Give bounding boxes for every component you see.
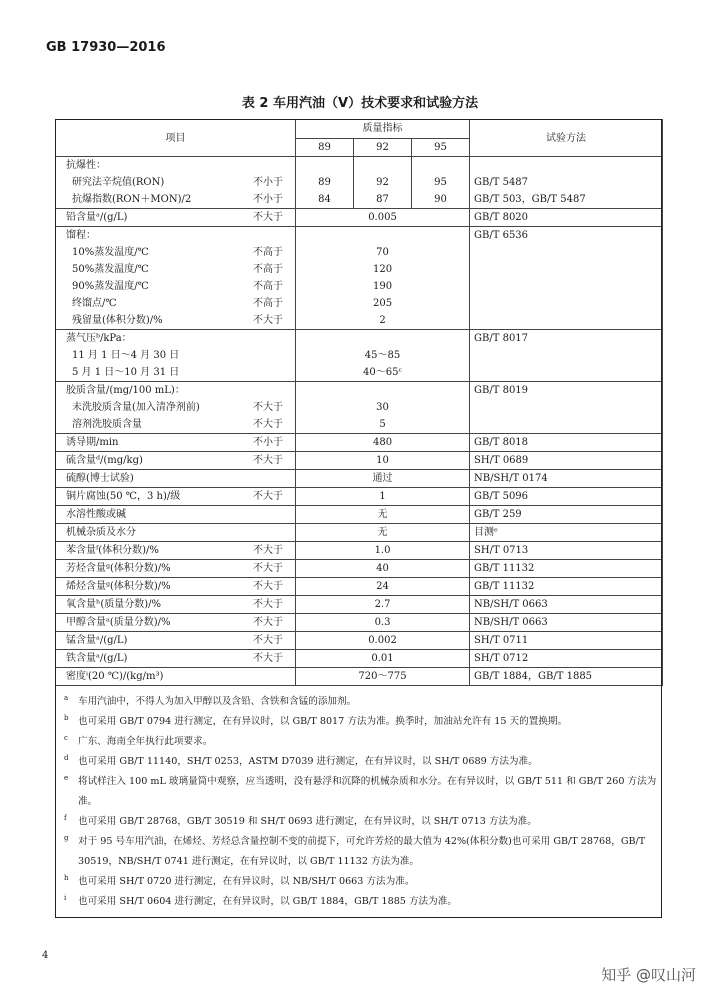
method-line: NB/SH/T 0663 <box>474 617 548 628</box>
item-limit: 不大于 <box>253 315 283 326</box>
item-limit: 不小于 <box>253 177 283 188</box>
method-line: GB/T 1884，GB/T 1885 <box>474 671 593 682</box>
item-limit: 不大于 <box>253 617 283 628</box>
item-limit: 不大于 <box>253 635 283 646</box>
footnote-mark: b <box>64 714 69 722</box>
method-line: GB/T 5096 <box>474 491 529 502</box>
item-limit: 不大于 <box>253 545 283 556</box>
footnote-mark: g <box>64 834 69 842</box>
value-line: 无 <box>377 527 388 538</box>
item-label: 5 月 1 日～10 月 31 日 <box>72 367 180 378</box>
method-line: 目测ᵉ <box>474 527 498 538</box>
footnote-mark: d <box>64 754 69 762</box>
item-limit: 不高于 <box>253 247 283 258</box>
item-label: 密度ⁱ(20 ℃)/(kg/m³) <box>66 671 164 682</box>
value-line: 120 <box>372 264 393 275</box>
value-line: 0.3 <box>374 617 391 628</box>
header-method: 试验方法 <box>470 120 663 157</box>
value-line: 5 <box>379 419 386 430</box>
grade-92: 92 <box>354 138 412 157</box>
footnote-text: 也可采用 SH/T 0604 进行测定，在有异议时，以 GB/T 1884，GB/T 1885 方法为准。 <box>78 896 457 907</box>
method-line: GB/T 8017 <box>474 333 529 344</box>
footnote-mark: a <box>64 694 69 702</box>
value-line: 40～65ᶜ <box>363 367 402 378</box>
method-line: GB/T 5487 <box>474 177 529 188</box>
item-label: 馏程： <box>66 230 96 241</box>
item-limit: 不大于 <box>253 581 283 592</box>
value-line: 0.005 <box>368 212 397 223</box>
value-line: 480 <box>372 437 393 448</box>
table-caption: 表 2 车用汽油（Ⅴ）技术要求和试验方法 <box>241 96 479 111</box>
item-label: 水溶性酸或碱 <box>66 509 126 520</box>
item-limit: 不大于 <box>253 419 283 430</box>
footnote-mark: h <box>64 874 69 882</box>
footnote-text: 也可采用 GB/T 28768，GB/T 30519 和 SH/T 0693 进行测定，在有异议时，以 SH/T 0713 方法为准。 <box>78 816 537 827</box>
value-line: 95 <box>434 177 447 188</box>
item-label: 苯含量ᶠ(体积分数)/% <box>66 545 159 556</box>
item-label: 硫含量ᵈ/(mg/kg) <box>66 455 143 466</box>
method-line: NB/SH/T 0663 <box>474 599 548 610</box>
footnote-text: 也可采用 GB/T 11140，SH/T 0253，ASTM D7039 进行测定，在有异议时，以 SH/T 0689 方法为准。 <box>78 756 538 767</box>
footnote-mark: i <box>64 894 67 902</box>
item-label: 铅含量ᵃ/(g/L) <box>66 212 128 223</box>
footnote-mark: e <box>64 774 69 782</box>
footnote-text: 也可采用 GB/T 0794 进行测定，在有异议时，以 GB/T 8017 方法为准。换季时，加油站允许有 15 天的置换期。 <box>78 716 568 727</box>
item-label: 烯烃含量ᵍ(体积分数)/% <box>66 581 171 592</box>
item-label: 氧含量ʰ(质量分数)/% <box>66 599 161 610</box>
value-line: 1 <box>379 491 386 502</box>
method-line: GB/T 8019 <box>474 385 529 396</box>
item-label: 90%蒸发温度/℃ <box>72 281 149 292</box>
method-line: NB/SH/T 0174 <box>474 473 548 484</box>
footnote-text: 车用汽油中，不得人为加入甲醇以及含铅、含铁和含锰的添加剂。 <box>78 696 357 707</box>
item-label: 胶质含量/(mg/100 mL)： <box>66 385 185 396</box>
item-label: 铜片腐蚀(50 ℃，3 h)/级 <box>66 491 181 502</box>
method-line: GB/T 6536 <box>474 230 529 241</box>
method-line: SH/T 0711 <box>474 635 529 646</box>
value-line: 190 <box>372 281 393 292</box>
item-label: 芳烃含量ᵍ(体积分数)/% <box>66 563 171 574</box>
item-limit: 不大于 <box>253 491 283 502</box>
grade-95: 95 <box>412 138 470 157</box>
value-line: 24 <box>376 581 389 592</box>
item-limit: 不大于 <box>253 402 283 413</box>
item-label: 蒸气压ᵇ/kPa： <box>66 333 132 344</box>
value-line: 2.7 <box>374 599 391 610</box>
value-line: 87 <box>376 194 389 205</box>
item-limit: 不高于 <box>253 281 283 292</box>
value-line: 92 <box>376 177 389 188</box>
header-quality: 质量指标 <box>296 120 470 139</box>
footnote-mark: f <box>64 814 67 822</box>
item-label: 锰含量ᵃ/(g/L) <box>66 635 128 646</box>
value-line: 2 <box>379 315 386 326</box>
value-line: 45～85 <box>364 350 401 361</box>
item-label: 硫醇(博士试验) <box>66 473 134 484</box>
page-number: 4 <box>42 950 49 961</box>
item-label: 甲醇含量ᵃ(质量分数)/% <box>66 617 171 628</box>
item-limit: 不大于 <box>253 212 283 223</box>
item-label: 研究法辛烷值(RON) <box>72 177 165 188</box>
value-line: 70 <box>376 247 389 258</box>
value-line: 90 <box>434 194 447 205</box>
table-frame <box>55 119 662 918</box>
item-limit: 不大于 <box>253 653 283 664</box>
item-limit: 不高于 <box>253 298 283 309</box>
value-line: 720～775 <box>358 671 407 682</box>
footnote-text: 对于 95 号车用汽油，在烯烃、芳烃总含量控制不变的前提下，可允许芳烃的最大值为 42%(体积分数)也可采用 GB/T 28768，GB/T 30519，NB/SH/T 0741 进行测定，在有异议时，以 GB/T 11132 方法为准。 <box>78 836 646 867</box>
value-line: 10 <box>376 455 389 466</box>
item-limit: 不高于 <box>253 264 283 275</box>
item-label: 抗爆性： <box>66 160 106 171</box>
item-label: 未洗胶质含量(加入清净剂前) <box>72 402 200 413</box>
item-label: 抗爆指数(RON＋MON)/2 <box>72 194 192 205</box>
method-line: SH/T 0712 <box>474 653 529 664</box>
item-label: 诱导期/min <box>66 437 119 448</box>
footnote-text: 也可采用 SH/T 0720 进行测定，在有异议时，以 NB/SH/T 0663 方法为准。 <box>78 876 415 887</box>
item-label: 50%蒸发温度/℃ <box>72 264 149 275</box>
item-label: 10%蒸发温度/℃ <box>72 247 149 258</box>
value-line: 0.01 <box>371 653 394 664</box>
item-limit: 不大于 <box>253 455 283 466</box>
item-label: 溶剂洗胶质含量 <box>72 419 142 430</box>
header-item: 项目 <box>56 120 296 157</box>
item-label: 铁含量ᵃ/(g/L) <box>66 653 128 664</box>
footnote-text: 广东、海南全年执行此项要求。 <box>78 736 213 747</box>
value-line: 无 <box>377 509 388 520</box>
item-limit: 不大于 <box>253 599 283 610</box>
value-line: 30 <box>376 402 389 413</box>
standard-number: GB 17930—2016 <box>46 40 166 55</box>
footnote-mark: c <box>64 734 68 742</box>
method-line: SH/T 0713 <box>474 545 529 556</box>
method-line: GB/T 503，GB/T 5487 <box>474 194 586 205</box>
value-line: 205 <box>372 298 393 309</box>
item-label: 终馏点/℃ <box>72 298 117 309</box>
value-line: 84 <box>318 194 331 205</box>
item-limit: 不大于 <box>253 563 283 574</box>
value-line: 1.0 <box>374 545 391 556</box>
value-line: 通过 <box>372 473 393 484</box>
item-limit: 不小于 <box>253 194 283 205</box>
value-line: 89 <box>318 177 331 188</box>
method-line: GB/T 11132 <box>474 563 535 574</box>
method-line: GB/T 259 <box>474 509 522 520</box>
method-line: GB/T 8020 <box>474 212 529 223</box>
grade-89: 89 <box>296 138 354 157</box>
method-line: GB/T 11132 <box>474 581 535 592</box>
value-line: 40 <box>376 563 389 574</box>
method-line: GB/T 8018 <box>474 437 529 448</box>
value-line: 0.002 <box>368 635 397 646</box>
item-label: 11 月 1 日～4 月 30 日 <box>72 350 180 361</box>
watermark: 知乎 @叹山河 <box>597 962 700 987</box>
method-line: SH/T 0689 <box>474 455 529 466</box>
item-label: 残留量(体积分数)/% <box>72 315 163 326</box>
item-label: 机械杂质及水分 <box>66 527 136 538</box>
item-limit: 不小于 <box>253 437 283 448</box>
footnote-text: 将试样注入 100 mL 玻璃量筒中观察，应当透明，没有悬浮和沉降的机械杂质和水分。在有异议时，以 GB/T 511 和 GB/T 260 方法为准。 <box>78 776 657 807</box>
